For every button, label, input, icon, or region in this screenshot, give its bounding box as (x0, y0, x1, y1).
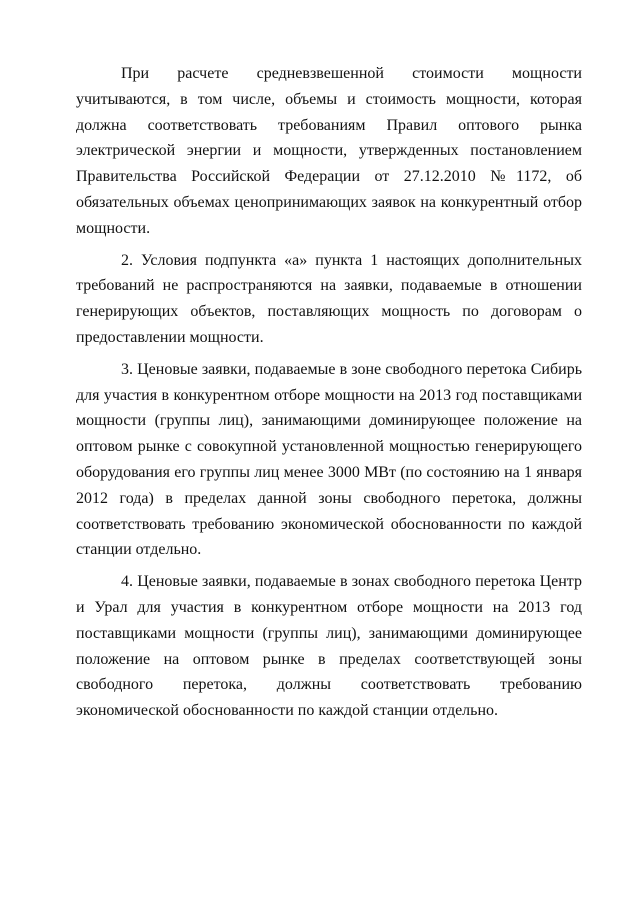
paragraph-weighted-average-cost: При расчете средневзвешенной стоимости мощности учитываются, в том числе, объемы и стоимость мощности, которая должна соответствовать требованиям Правил оптового рынка электрической энергии и мощности, утвержденных постановлением Правительства Российской Федерации от 27.12.2010 №1172, об обязательных объемах ценопринимающих заявок на конкурентный отбор мощности. (76, 65, 582, 237)
paragraph-3-siberia-zone: 3. Ценовые заявки, подаваемые в зоне свободного перетока Сибирь для участия в конкурентном отборе мощности на 2013 год поставщиками мощности (группы лиц), занимающими доминирующее положение на оптовом рынке с совокупной установленной мощностью генерирующего оборудования его группы лиц менее 3000 МВт (по состоянию на 1 января 2012 года) в пределах данной зоны свободного перетока, должны соответствовать требованию экономической обоснованности по каждой станции отдельно. (76, 360, 582, 559)
document-body (76, 61, 582, 730)
paragraph-2-subparagraph-a-exception: 2. Условия подпункта «а» пункта 1 настоящих дополнительных требований не распространяются на заявки, подаваемые в отношении генерирующих объектов, поставляющих мощность по договорам о предоставлении мощности. (76, 251, 582, 346)
paragraph-4-center-ural-zones: 4. Ценовые заявки, подаваемые в зонах свободного перетока Центр и Урал для участия в конкурентном отборе мощности на 2013 год поставщиками мощности (группы лиц), занимающими доминирующее положение на оптовом рынке в пределах соответствующей зоны свободного перетока, должны соответствовать требованию экономической обоснованности по каждой станции отдельно. (76, 573, 582, 720)
